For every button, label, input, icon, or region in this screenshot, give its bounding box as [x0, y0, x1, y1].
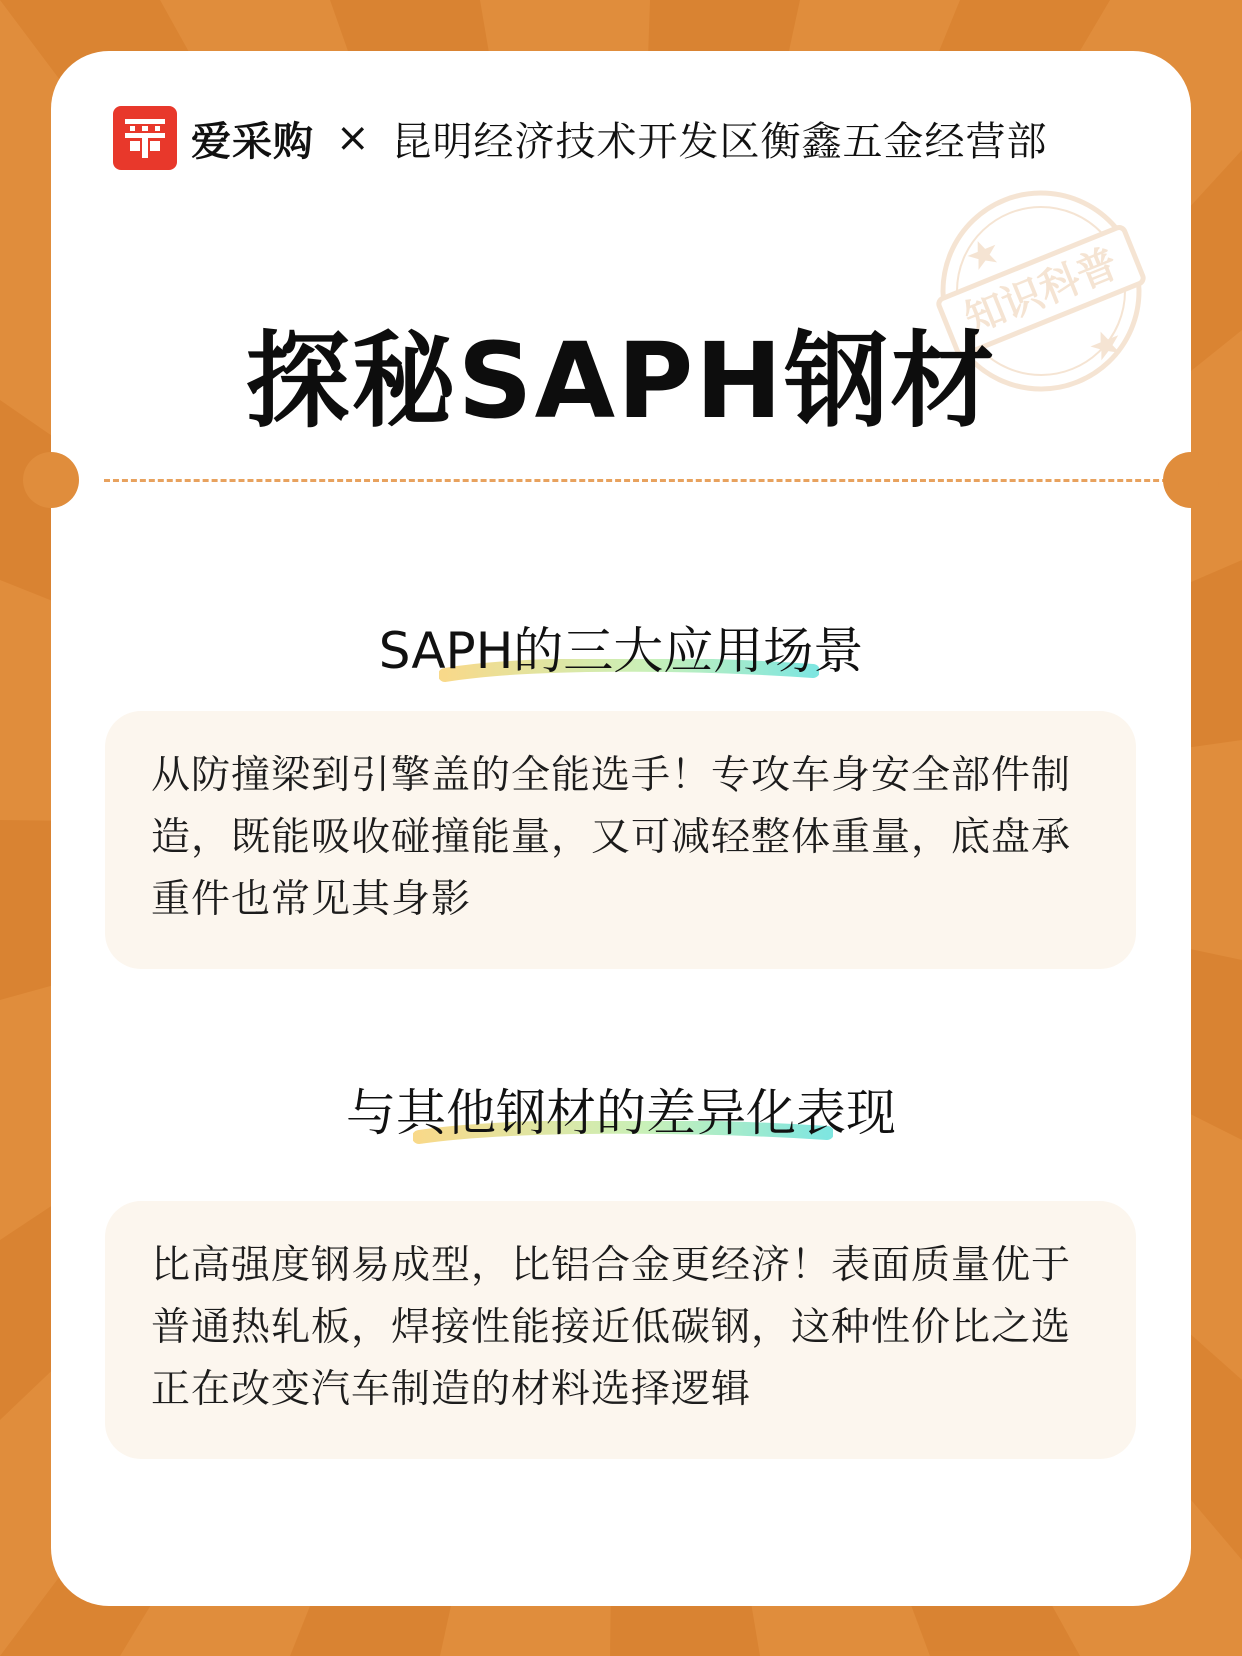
section-box-2	[105, 1201, 1136, 1459]
header	[113, 105, 1133, 171]
stamp-label: 知识科普	[958, 240, 1125, 344]
section-box-1	[105, 711, 1136, 969]
section-heading-1	[51, 611, 1191, 683]
section-body-2: 比高强度钢易成型，比铝合金更经济！表面质量优于普通热轧板，焊接性能接近低碳钢，这种性价比之选正在改变汽车制造的材料选择逻辑	[151, 1243, 1072, 1412]
content-card	[51, 51, 1191, 1606]
section-heading-2	[51, 1073, 1191, 1145]
times-sign: ×	[336, 115, 370, 161]
section-heading-1-text: SAPH的三大应用场景	[378, 622, 864, 680]
page-title: 探秘SAPH钢材	[245, 320, 997, 442]
ticket-notch-left	[23, 452, 79, 508]
brand-name: 爱采购	[191, 118, 314, 165]
dashed-divider	[104, 479, 1186, 482]
section-heading-2-text: 与其他钢材的差异化表现	[346, 1084, 896, 1142]
logo-icon	[113, 106, 177, 170]
section-body-1: 从防撞梁到引擎盖的全能选手！专攻车身安全部件制造，既能吸收碰撞能量，又可减轻整体重量，底盘承重件也常见其身影	[151, 753, 1072, 922]
partner-name: 昆明经济技术开发区衡鑫五金经营部	[391, 118, 1048, 165]
ticket-notch-right	[1163, 452, 1219, 508]
